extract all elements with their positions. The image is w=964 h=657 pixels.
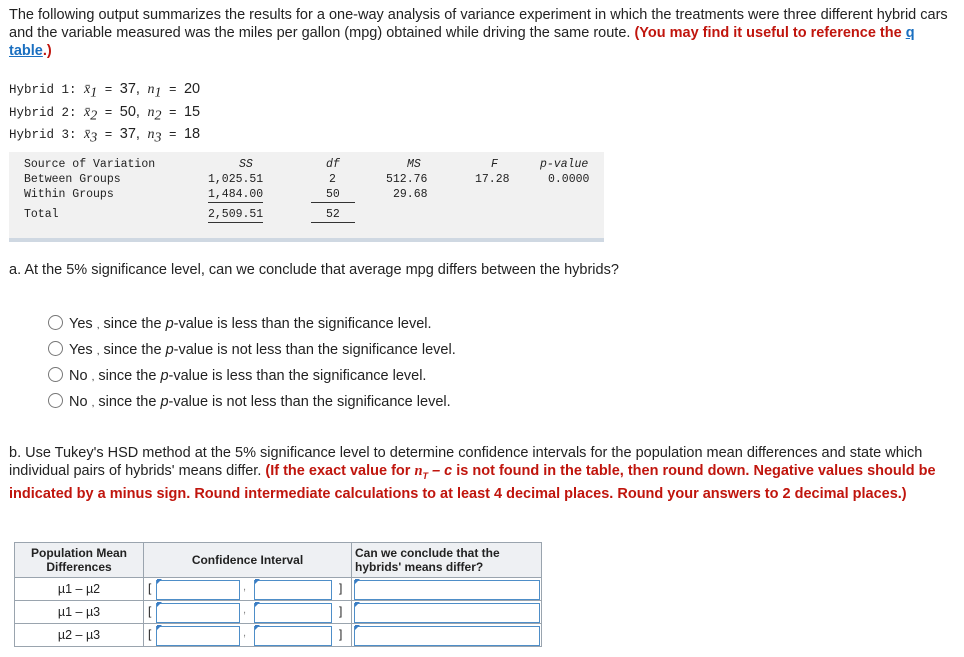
input-flag-icon <box>255 602 260 607</box>
radio-circle-icon[interactable] <box>48 367 63 382</box>
anova-df-between: 2 <box>329 173 336 186</box>
anova-table <box>9 152 604 242</box>
anova-header-df: df <box>326 158 340 171</box>
input-flag-icon <box>355 579 360 584</box>
anova-p-between: 0.0000 <box>548 173 590 186</box>
option-yes-not-less[interactable]: Yes , since the p-value is not less than the significance level. <box>48 341 456 358</box>
upper-bound-input[interactable] <box>254 580 332 600</box>
anova-header-ss: SS <box>239 158 253 171</box>
anova-ss-within: 1,484.00 <box>208 188 264 201</box>
table-row: µ1 – µ2 [ , ] <box>15 578 542 601</box>
anova-ss-total: 2,509.51 <box>208 208 264 221</box>
tukey-row-label: µ1 – µ3 <box>15 601 144 624</box>
anova-source-total: Total <box>24 208 59 221</box>
anova-df-within: 50 <box>311 188 355 203</box>
table-row: µ2 – µ3 [ , ] <box>15 624 542 647</box>
conclusion-dropdown[interactable] <box>354 626 540 646</box>
q-table-link[interactable]: q table <box>9 25 915 59</box>
anova-ms-within: 29.68 <box>393 188 428 201</box>
conclusion-dropdown[interactable] <box>354 603 540 623</box>
anova-header-p: p-value <box>540 158 589 171</box>
anova-header-f: F <box>491 158 498 171</box>
input-flag-icon <box>355 625 360 630</box>
option-yes-less[interactable]: Yes , since the p-value is less than the significance level. <box>48 315 432 332</box>
conclusion-dropdown[interactable] <box>354 580 540 600</box>
anova-header-source: Source of Variation <box>24 158 156 171</box>
upper-bound-input[interactable] <box>254 626 332 646</box>
intro-text: The following output summarizes the results for a one-way analysis of variance experiment in which the treatments were three different hybrid cars and the variable measured was the miles per gallon (mpg) obtained while driving the same route. <box>9 7 948 41</box>
input-flag-icon <box>355 602 360 607</box>
hybrid-2-row: Hybrid 2: $x̄_2 = 50$, $n_2 = 15$ <box>9 103 201 123</box>
anova-f-between: 17.28 <box>475 173 510 186</box>
question-b-text: b. Use Tukey's HSD method at the 5% significance level to determine confidence intervals for the population mean differences and state which individual pairs of hybrids' means differ. (If the exact value for $n_T$ – c is not found in the table, then round down. Negative values should be indicated by a minus sign. Round intermediate calculations to at least 4 decimal places. Round your answers to 2 decimal places.) <box>9 445 936 502</box>
anova-source-between: Between Groups <box>24 173 121 186</box>
hybrid-3-row: Hybrid 3: $x̄_3 = 37$, $n_3 = 18$ <box>9 126 201 146</box>
intro-paragraph <box>9 6 954 60</box>
input-flag-icon <box>157 602 162 607</box>
input-flag-icon <box>157 625 162 630</box>
lower-bound-input[interactable] <box>156 580 240 600</box>
tukey-row-label: µ1 – µ2 <box>15 578 144 601</box>
anova-header-ms: MS <box>407 158 421 171</box>
anova-ss-between: 1,025.51 <box>208 173 264 186</box>
upper-bound-input[interactable] <box>254 603 332 623</box>
input-flag-icon <box>157 579 162 584</box>
option-no-less[interactable]: No , since the p-value is less than the significance level. <box>48 367 426 384</box>
tukey-header-interval: Confidence Interval <box>144 543 352 578</box>
lower-bound-input[interactable] <box>156 626 240 646</box>
anova-df-total: 52 <box>311 208 355 223</box>
tukey-header-differences: Population Mean Differences <box>15 543 144 578</box>
hybrid-summary <box>9 80 200 148</box>
tukey-row-label: µ2 – µ3 <box>15 624 144 647</box>
intro-hint: (You may find it useful to reference the q table.) <box>9 25 915 59</box>
tukey-header-conclude: Can we conclude that the hybrids' means differ? <box>352 543 542 578</box>
lower-bound-input[interactable] <box>156 603 240 623</box>
input-flag-icon <box>255 579 260 584</box>
hybrid-1-row: Hybrid 1: $x̄_1 = 37$, $n_1 = 20$ <box>9 81 201 101</box>
anova-source-within: Within Groups <box>24 188 114 201</box>
table-row: µ1 – µ3 [ , ] <box>15 601 542 624</box>
radio-circle-icon[interactable] <box>48 315 63 330</box>
anova-ms-between: 512.76 <box>386 173 428 186</box>
question-a-text: a. At the 5% significance level, can we conclude that average mpg differs between the hybrids? <box>9 262 619 278</box>
option-no-not-less[interactable]: No , since the p-value is not less than the significance level. <box>48 393 451 410</box>
radio-circle-icon[interactable] <box>48 393 63 408</box>
tukey-table <box>14 542 542 647</box>
input-flag-icon <box>255 625 260 630</box>
radio-circle-icon[interactable] <box>48 341 63 356</box>
